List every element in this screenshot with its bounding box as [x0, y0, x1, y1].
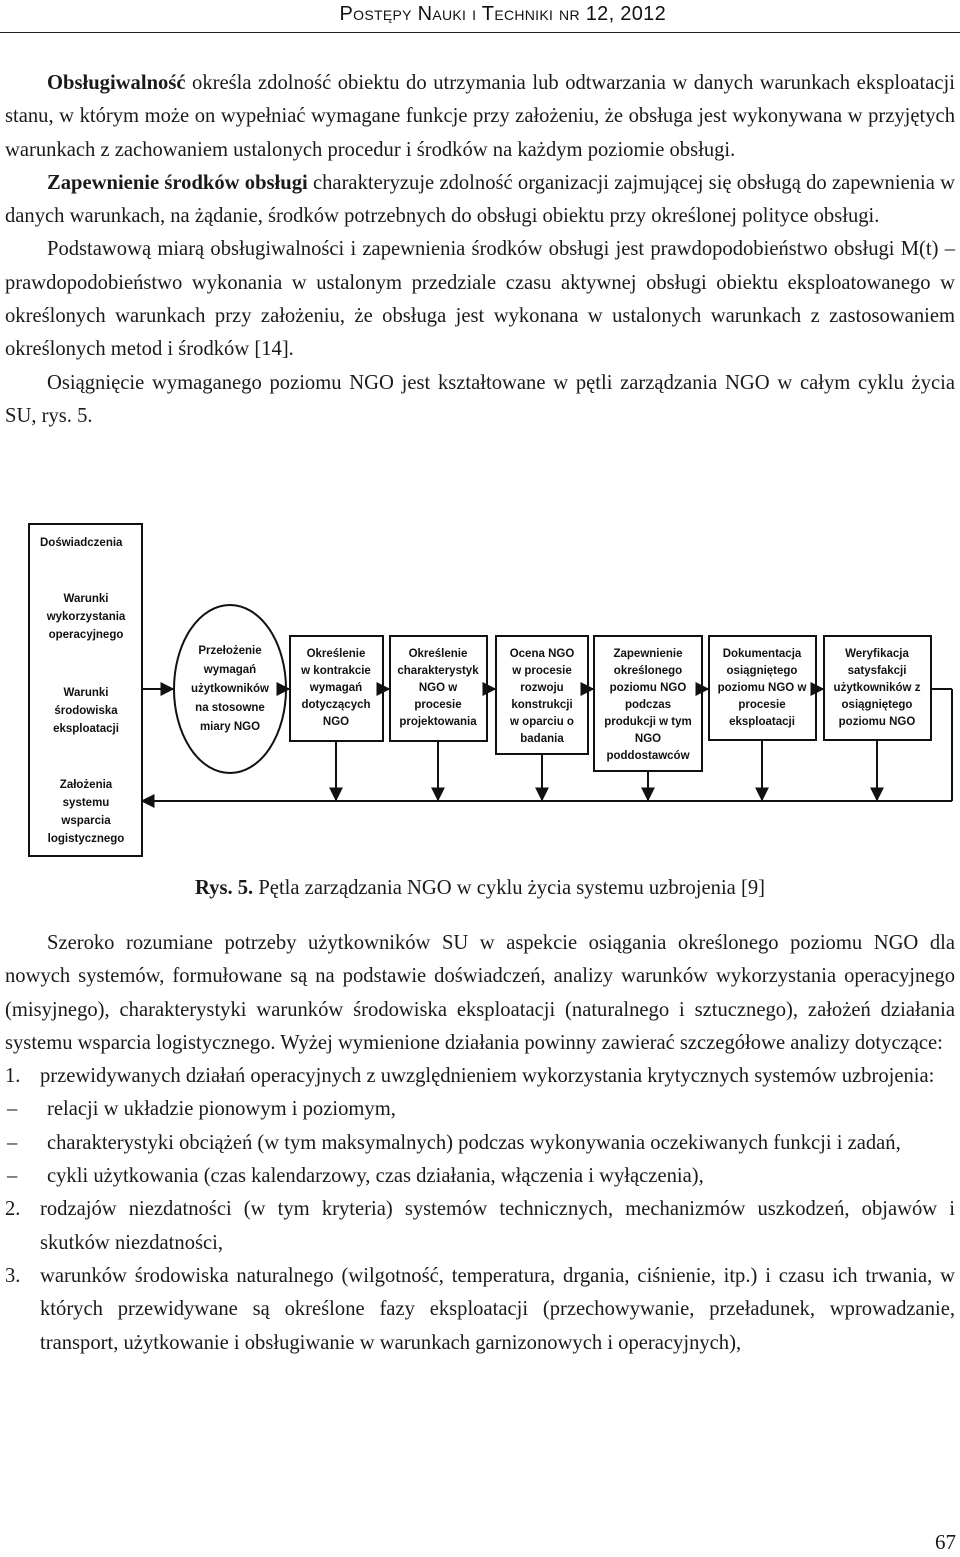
left-item3-line4: logistycznego — [47, 833, 125, 845]
box2-line1: Określenie — [408, 648, 468, 660]
box4-line1: Zapewnienie — [613, 648, 683, 660]
left-item3-line3: wsparcia — [61, 815, 111, 827]
running-header: Postępy Nauki i Techniki nr 12, 2012 — [339, 3, 666, 25]
body-text-top — [5, 67, 955, 433]
left-item1-line1: Warunki — [63, 593, 109, 605]
box4-line4: podczas — [624, 699, 672, 711]
box6-line5: poziomu NGO — [838, 716, 916, 728]
box1-line1: Określenie — [306, 648, 366, 660]
left-item2-line3: eksploatacji — [53, 723, 119, 735]
paragraph-potrzeby: Szeroko rozumiane potrzeby użytkowników SU w aspekcie osiągania określonego poziomu NGO dla nowych systemów, formułowane są na podstawie doświadczeń, analizy warunków wykorzystania operacyjnego (misyjnego), charakterystyki warunków środowiska eksploatacji (naturalnego i sztucznego), założeń działania systemu wsparcia logistycznego. Wyżej wymienione działania powinny zawierać szczegółowe analizy dotyczące: — [5, 932, 955, 1054]
list-item-text: przewidywanych działań operacyjnych z uwzględnieniem wykorzystania krytycznych systemów uzbrojenia: — [40, 1065, 935, 1088]
box5-line2: osiągniętego — [726, 665, 798, 677]
list-item — [5, 1093, 955, 1126]
body-text-bottom — [5, 927, 955, 1360]
paragraph-miara: Podstawową miarą obsługiwalności i zapewnienia środków obsługi jest prawdopodobieństwo obsługi M(t) – prawdopodobieństwo wykonania w ustalonym przedziale czasu aktywnej obsługi obiektu eksploatowanego w określonych warunkach przy założeniu, że obsługa jest wykonana w ustalonych warunkach z zastosowaniem określonych metod i środków [14]. — [5, 238, 955, 361]
box3-line2: w procesie — [512, 665, 572, 677]
box3-line1: Ocena NGO — [509, 648, 575, 660]
list-item-text: rodzajów niezdatności (w tym kryteria) systemów technicznych, mechanizmów uszkodzeń, objawów i skutków niezdatności, — [40, 1198, 955, 1254]
box6-line3: użytkowników z — [833, 682, 921, 694]
box4-line7: poddostawców — [606, 750, 690, 762]
box6-line2: satysfakcji — [847, 665, 907, 677]
box6-line4: osiągniętego — [841, 699, 913, 711]
box2-line2: charakterystyk — [397, 665, 479, 677]
header-rule — [0, 32, 960, 33]
analysis-list — [5, 1060, 955, 1360]
list-item-text: relacji w układzie pionowym i poziomym, — [47, 1098, 396, 1121]
left-item2-line2: środowiska — [54, 705, 118, 717]
box5-line4: procesie — [738, 699, 786, 711]
ellipse-line1: Przełożenie — [198, 645, 262, 657]
left-item3-line1: Założenia — [59, 779, 113, 791]
list-item — [5, 1160, 955, 1193]
box5-line3: poziomu NGO w — [717, 682, 807, 694]
box3-line3: rozwoju — [520, 682, 564, 694]
left-item2-line1: Warunki — [63, 687, 109, 699]
box3-line5: w oparciu o — [510, 716, 574, 728]
ellipse-line2: wymagań — [203, 664, 257, 676]
list-item — [5, 1260, 955, 1360]
figure-ngo-loop — [0, 516, 960, 866]
box4-line2: określonego — [613, 665, 683, 677]
page-number: 67 — [935, 1530, 956, 1554]
list-marker: 1. — [5, 1065, 21, 1088]
ellipse-line5: miary NGO — [199, 721, 261, 733]
list-marker: – — [7, 1131, 18, 1154]
paragraph-zapewnienie: Zapewnienie środków obsługi charakteryzuje zdolność organizacji zajmującej się obsługą do zapewnienia w danych warunkach, na żądanie, środków potrzebnych do obsługi obiektu przy określonej polityce obsługi. — [5, 171, 955, 228]
list-item-text: cykli użytkowania (czas kalendarzowy, czas działania, włączenia i wyłączenia), — [47, 1165, 704, 1188]
box6-line1: Weryfikacja — [845, 648, 909, 660]
box4-line3: poziomu NGO — [609, 682, 687, 694]
list-marker: – — [7, 1165, 18, 1188]
list-marker: 3. — [5, 1264, 21, 1287]
ellipse-line3: użytkowników — [191, 683, 269, 695]
box2-line5: projektowania — [399, 716, 477, 728]
list-item — [5, 1127, 955, 1160]
box4-line6: NGO — [634, 733, 662, 745]
list-marker: 2. — [5, 1198, 21, 1221]
box5-line5: eksploatacji — [729, 716, 795, 728]
box4-line5: produkcji w tym — [604, 716, 692, 728]
box2-line3: NGO w — [418, 682, 458, 694]
box3-line4: konstrukcji — [511, 699, 573, 711]
list-item-text: charakterystyki obciążeń (w tym maksymalnych) podczas wykonywania oczekiwanych funkcji i zadań, — [47, 1131, 901, 1154]
paragraph-osiagniecie: Osiągnięcie wymaganego poziomu NGO jest kształtowane w pętli zarządzania NGO w całym cyklu życia SU, rys. 5. — [5, 371, 955, 427]
box1-line2: w kontrakcie — [301, 665, 371, 677]
experience-title: Doświadczenia — [40, 537, 123, 549]
box1-line5: NGO — [322, 716, 350, 728]
diagram — [0, 516, 960, 866]
box2-line4: procesie — [414, 699, 462, 711]
box1-line4: dotyczących — [301, 699, 371, 711]
box3-line6: badania — [520, 733, 564, 745]
left-item1-line2: wykorzystania — [46, 611, 126, 623]
box1-line3: wymagań — [309, 682, 363, 694]
list-marker: – — [7, 1098, 18, 1121]
box5-line1: Dokumentacja — [722, 648, 802, 660]
left-item1-line3: operacyjnego — [48, 629, 124, 641]
ellipse-line4: na stosowne — [195, 702, 265, 714]
list-item — [5, 1193, 955, 1260]
figure-caption: Rys. 5. Pętla zarządzania NGO w cyklu życia systemu uzbrojenia [9] — [195, 877, 765, 899]
list-item — [5, 1060, 955, 1093]
left-item3-line2: systemu — [62, 797, 110, 809]
list-item-text: warunków środowiska naturalnego (wilgotność, temperatura, drgania, ciśnienie, itp.) i czasu ich trwania, w których przewidywane są określone fazy eksploatacji (przechowywanie, przeładunek, wprowadzanie, transport, użytkowanie i obsługiwanie w warunkach garnizonowych i operacyjnych), — [40, 1264, 955, 1354]
paragraph-obslugiwalnosc: Obsługiwalność określa zdolność obiektu do utrzymania lub odtwarzania w danych warunkach eksploatacji stanu, w którym może on wypełniać wymagane funkcje przy założeniu, że obsługa jest wykonywana w przyjętych warunkach z zachowaniem ustalonych procedur i środków na każdym poziomie obsługi. — [5, 72, 955, 161]
